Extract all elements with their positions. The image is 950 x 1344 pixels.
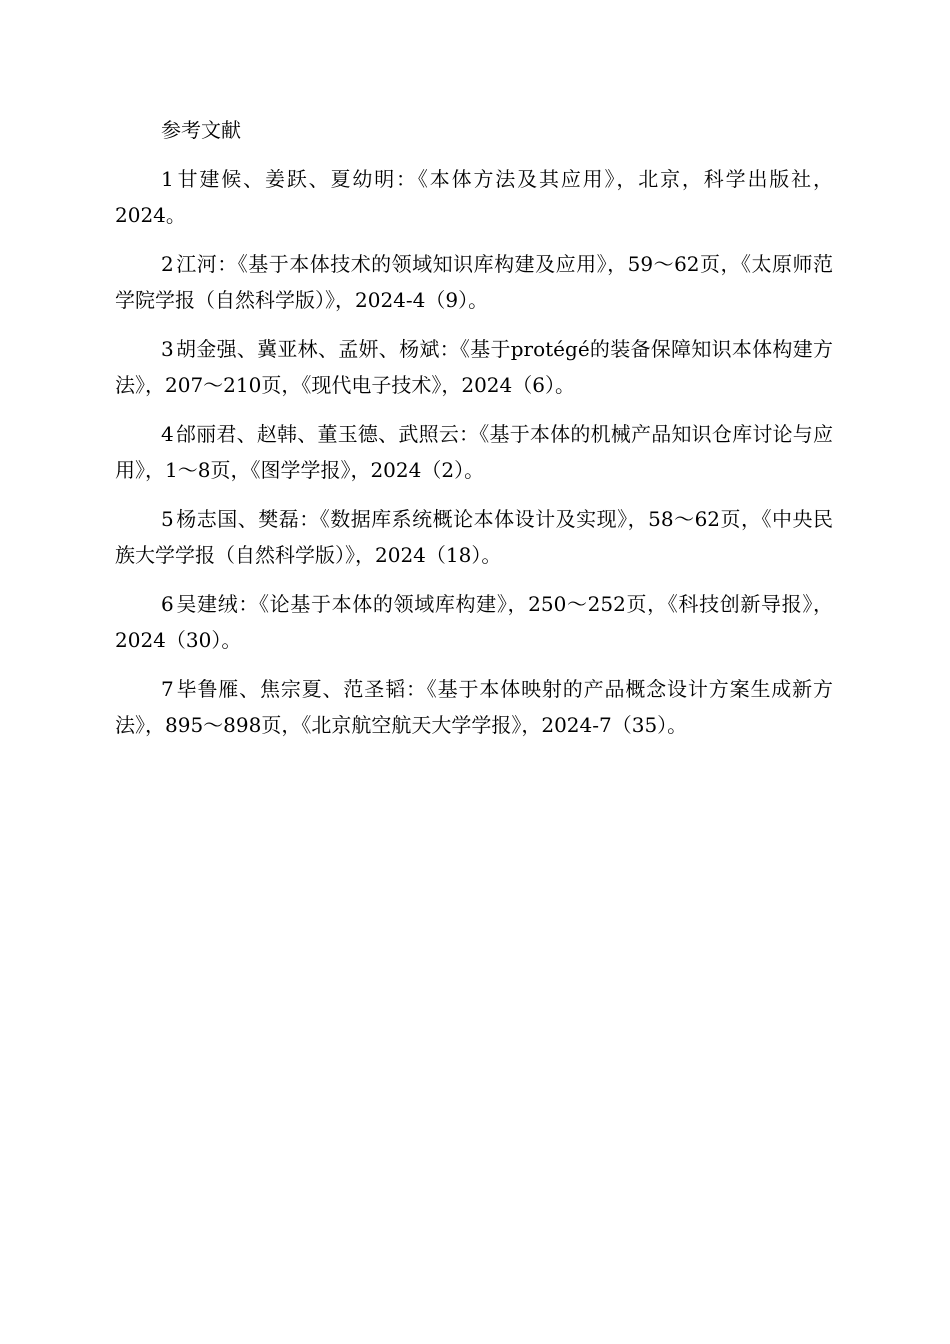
reference-text: 毕鲁雁、焦宗夏、范圣韬：《基于本体映射的产品概念设计方案生成新方法》，895～898页，《北京航空航天大学学报》，2024-7（35）。 xyxy=(115,677,833,737)
reference-number: 5 xyxy=(161,507,174,531)
reference-item-2 xyxy=(115,246,833,318)
reference-item-7 xyxy=(115,671,833,743)
reference-number: 4 xyxy=(161,422,174,446)
reference-number: 6 xyxy=(161,592,174,616)
reference-list xyxy=(115,161,833,743)
reference-text: 吴建绒：《论基于本体的领域库构建》，250～252页，《科技创新导报》，2024（30）。 xyxy=(115,592,833,652)
reference-number: 1 xyxy=(161,167,174,191)
reference-item-4 xyxy=(115,416,833,488)
reference-number: 2 xyxy=(161,252,174,276)
reference-text: 胡金强、冀亚林、孟妍、杨斌：《基于protégé的装备保障知识本体构建方法》，207～210页，《现代电子技术》，2024（6）。 xyxy=(115,337,833,397)
reference-number: 7 xyxy=(161,677,174,701)
reference-item-1 xyxy=(115,161,833,233)
reference-item-6 xyxy=(115,586,833,658)
reference-item-5 xyxy=(115,501,833,573)
reference-text: 江河：《基于本体技术的领域知识库构建及应用》，59～62页，《太原师范学院学报（自然科学版）》，2024-4（9）。 xyxy=(115,252,833,312)
reference-text: 杨志国、樊磊：《数据库系统概论本体设计及实现》，58～62页，《中央民族大学学报（自然科学版）》，2024（18）。 xyxy=(115,507,833,567)
references-heading: 参考文献 xyxy=(161,118,241,142)
reference-text: 邰丽君、赵韩、董玉德、武照云：《基于本体的机械产品知识仓库讨论与应用》，1～8页，《图学学报》，2024（2）。 xyxy=(115,422,833,482)
reference-text: 甘建候、姜跃、夏幼明：《本体方法及其应用》，北京，科学出版社，2024。 xyxy=(115,167,833,227)
reference-number: 3 xyxy=(161,337,174,361)
reference-item-3 xyxy=(115,331,833,403)
references-section xyxy=(115,112,833,756)
